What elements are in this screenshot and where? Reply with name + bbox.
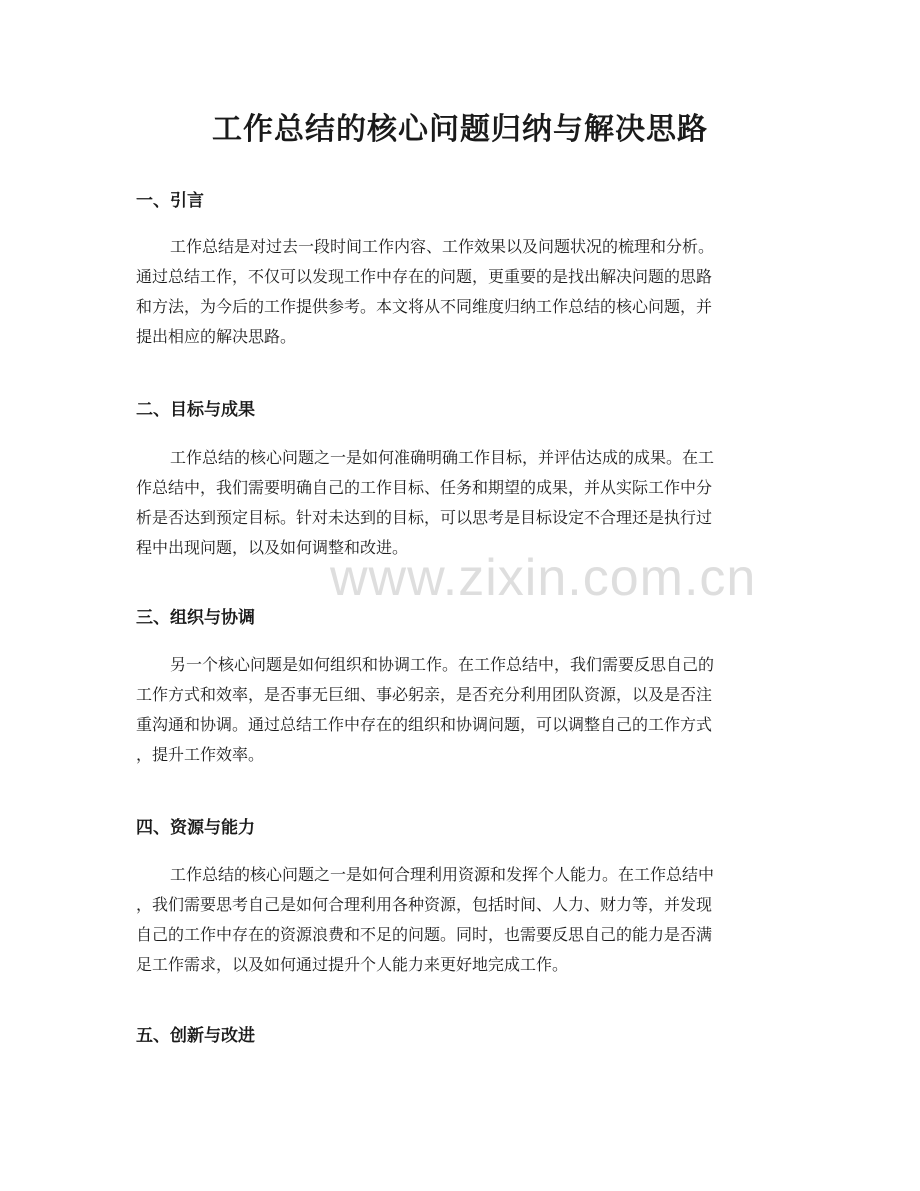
section-heading-introduction: 一、引言 [136, 191, 204, 211]
section-paragraph-goals-results [136, 443, 788, 563]
section-heading-innovation-improvement: 五、创新与改进 [136, 1026, 255, 1046]
section-paragraph-resources-ability [136, 860, 788, 980]
paragraph-line: 通过总结工作，不仅可以发现工作中存在的问题，更重要的是找出解决问题的思路 [136, 267, 713, 286]
watermark-text: www.zixin.com.cn [330, 549, 757, 607]
paragraph-line: 足工作需求，以及如何通过提升个人能力来更好地完成工作。 [136, 955, 569, 974]
paragraph-line: 重沟通和协调。通过总结工作中存在的组织和协调问题，可以调整自己的工作方式 [136, 715, 713, 734]
section-paragraph-organization-coordination [136, 650, 788, 770]
paragraph-line: 析是否达到预定目标。针对未达到的目标，可以思考是目标设定不合理还是执行过 [136, 508, 713, 527]
paragraph-line: 另一个核心问题是如何组织和协调工作。在工作总结中，我们需要反思自己的 [170, 655, 715, 674]
paragraph-line: 工作总结的核心问题之一是如何合理利用资源和发挥个人能力。在工作总结中 [170, 865, 715, 884]
paragraph-line: ，我们需要思考自己是如何合理利用各种资源，包括时间、人力、财力等，并发现 [136, 895, 713, 914]
paragraph-line: 提出相应的解决思路。 [136, 327, 297, 346]
paragraph-line: 工作总结是对过去一段时间工作内容、工作效果以及问题状况的梳理和分析。 [170, 237, 715, 256]
section-heading-resources-ability: 四、资源与能力 [136, 818, 255, 838]
paragraph-line: 自己的工作中存在的资源浪费和不足的问题。同时，也需要反思自己的能力是否满 [136, 925, 713, 944]
paragraph-line: 工作方式和效率，是否事无巨细、事必躬亲，是否充分利用团队资源，以及是否注 [136, 685, 713, 704]
paragraph-line: 工作总结的核心问题之一是如何准确明确工作目标，并评估达成的成果。在工 [170, 448, 715, 467]
section-paragraph-introduction [136, 232, 788, 352]
paragraph-line: 和方法，为今后的工作提供参考。本文将从不同维度归纳工作总结的核心问题，并 [136, 297, 713, 316]
paragraph-line: ，提升工作效率。 [136, 745, 265, 764]
document-title: 工作总结的核心问题归纳与解决思路 [212, 112, 708, 147]
section-heading-organization-coordination: 三、组织与协调 [136, 608, 255, 628]
paragraph-line: 作总结中，我们需要明确自己的工作目标、任务和期望的成果，并从实际工作中分 [136, 478, 713, 497]
section-heading-goals-results: 二、目标与成果 [136, 400, 255, 420]
paragraph-line: 程中出现问题，以及如何调整和改进。 [136, 538, 409, 557]
